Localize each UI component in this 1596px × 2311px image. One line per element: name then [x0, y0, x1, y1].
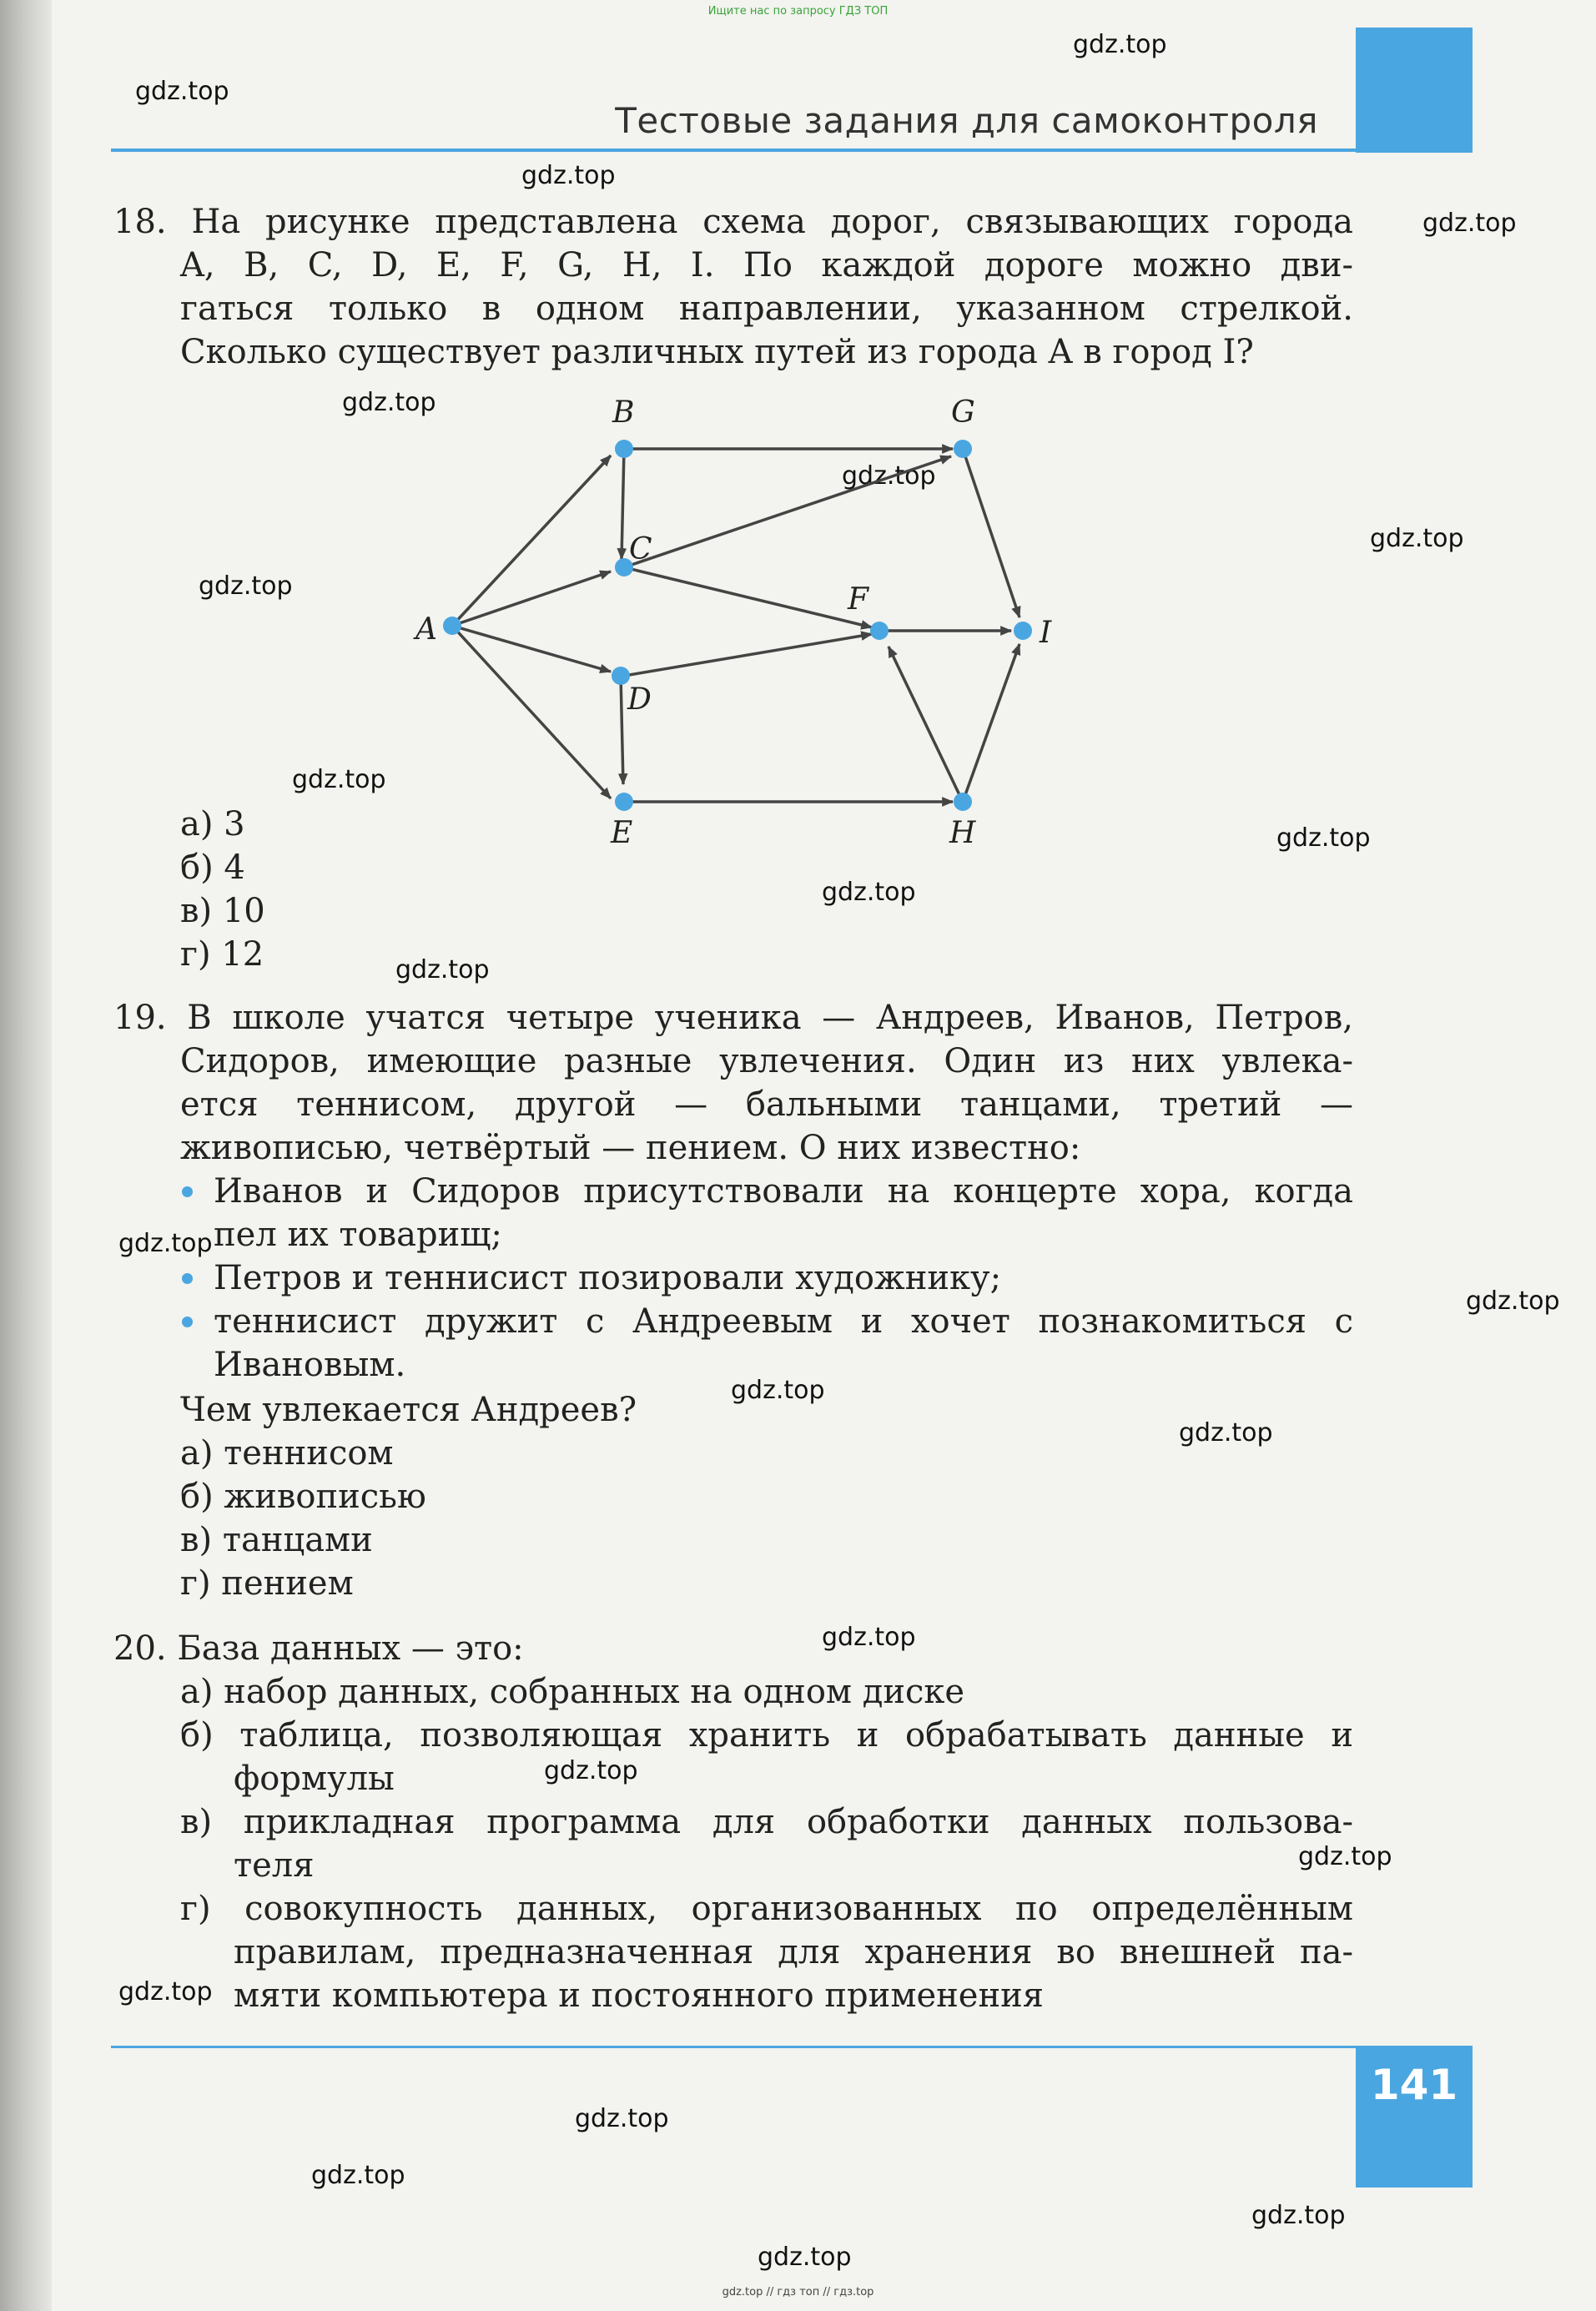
watermark: gdz.top — [118, 1977, 213, 2006]
watermark: gdz.top — [1251, 2201, 1346, 2230]
watermark: gdz.top — [758, 2243, 852, 2272]
watermark: gdz.top — [1422, 209, 1517, 238]
watermark: gdz.top — [1276, 823, 1371, 853]
edge-C-G — [624, 456, 951, 567]
node-B — [615, 440, 633, 458]
node-A — [443, 617, 461, 635]
fact-line: Петров и теннисист позировали художнику; — [214, 1259, 1002, 1297]
edge-D-F — [624, 634, 872, 676]
edge-A-B — [452, 456, 611, 626]
q20-option-g-last — [234, 1974, 1353, 2017]
edge-A-D — [452, 626, 611, 672]
question-18-text — [113, 200, 1353, 244]
edge-A-E — [452, 626, 611, 798]
node-H — [954, 793, 972, 811]
fact-line: пел их товарищ; — [214, 1216, 502, 1254]
watermark: gdz.top — [575, 2104, 669, 2133]
question-18-line: A, B, C, D, E, F, G, H, I. По каждой дороге можно дви- — [180, 246, 1353, 284]
edge-D-E — [621, 676, 623, 784]
answer-option: а) теннисом — [180, 1434, 394, 1473]
node-label-F: F — [848, 582, 868, 617]
node-label-C: C — [629, 532, 652, 566]
node-label-H: H — [949, 816, 976, 850]
answer-option-line: теля — [234, 1846, 315, 1885]
watermark: gdz.top — [1179, 1418, 1273, 1448]
question-18-options — [180, 803, 514, 976]
node-label-G: G — [951, 395, 975, 430]
watermark: gdz.top — [544, 1756, 638, 1785]
node-label-B: B — [612, 395, 635, 430]
answer-option: г) 12 — [180, 935, 264, 974]
page-number: 141 — [1370, 2061, 1458, 2109]
question-19-line: живописью, четвёртый — пением. О них известно: — [180, 1129, 1081, 1167]
bullet-marker — [182, 1317, 193, 1327]
answer-option: в) прикладная программа для обработки данных пользова- — [180, 1803, 1353, 1841]
fact-2 — [214, 1256, 1353, 1300]
q20-option-v-cont — [234, 1844, 1353, 1887]
question-19-prompt: Чем увлекается Андреев? — [180, 1391, 637, 1429]
q20-option-g-cont — [234, 1931, 1353, 1974]
edge-G-I — [963, 449, 1020, 617]
watermark: gdz.top — [842, 461, 936, 491]
book-binding-shadow — [0, 0, 52, 2311]
answer-option: б) таблица, позволяющая хранить и обрабатывать данные и — [180, 1716, 1353, 1755]
fact-1 — [214, 1170, 1353, 1213]
node-label-A: A — [415, 612, 437, 647]
watermark: gdz.top — [395, 955, 490, 984]
fact-line: Ивановым. — [214, 1346, 406, 1384]
watermark: gdz.top — [822, 878, 916, 907]
question-18-text-last — [180, 330, 1353, 374]
fact-3-cont — [214, 1343, 1353, 1387]
question-19-line: ется теннисом, другой — бальными танцами, третий — — [180, 1085, 1353, 1124]
watermark: gdz.top — [135, 77, 229, 106]
question-18-text-cont — [180, 244, 1353, 330]
answer-option: в) танцами — [180, 1521, 373, 1559]
question-19-text-cont — [180, 1040, 1353, 1126]
bullet-marker — [182, 1186, 193, 1197]
edge-C-F — [624, 567, 872, 627]
q20-option-g — [180, 1887, 1353, 1931]
question-19-line: Сидоров, имеющие разные увлечения. Один из них увлека- — [180, 1042, 1353, 1080]
edge-B-C — [622, 449, 624, 559]
road-graph-diagram — [392, 392, 1076, 859]
header-tab — [1356, 28, 1473, 153]
watermark: gdz.top — [1370, 524, 1464, 553]
watermark: gdz.top — [1466, 1286, 1560, 1316]
watermark: gdz.top — [199, 571, 293, 601]
node-label-E: E — [611, 816, 633, 850]
node-label-I: I — [1040, 616, 1052, 650]
watermark: gdz.top — [311, 2161, 405, 2190]
answer-option: а) 3 — [180, 805, 245, 843]
fact-line: теннисист дружит с Андреевым и хочет познакомиться с — [214, 1302, 1353, 1341]
answer-option: б) живописью — [180, 1478, 426, 1516]
answer-option: б) 4 — [180, 848, 245, 887]
watermark: gdz.top — [292, 765, 386, 794]
answer-option: г) совокупность данных, организованных по определённым — [180, 1890, 1353, 1928]
q20-option-a — [180, 1670, 1353, 1714]
bullet-marker — [182, 1273, 193, 1284]
bottom-note: gdz.top // гдз топ // гдз.top — [722, 2286, 874, 2298]
question-19-line: 19. В школе учатся четыре ученика — Андреев, Иванов, Петров, — [113, 999, 1353, 1037]
watermark: gdz.top — [822, 1623, 916, 1652]
q20-option-b-cont — [234, 1757, 1353, 1800]
watermark: gdz.top — [1298, 1842, 1392, 1871]
question-19-text-last — [180, 1126, 1353, 1170]
page-header-title: Тестовые задания для самоконтроля — [615, 100, 1318, 141]
answer-option: г) пением — [180, 1564, 354, 1603]
q20-option-b — [180, 1714, 1353, 1757]
footer-rule — [111, 2046, 1356, 2048]
q20-option-v — [180, 1800, 1353, 1844]
question-18-line: гаться только в одном направлении, указанном стрелкой. — [180, 290, 1353, 328]
answer-option-line: формулы — [234, 1760, 395, 1798]
answer-option-line: мяти компьютера и постоянного применения — [234, 1976, 1044, 2015]
question-19-options — [180, 1432, 681, 1605]
header-rule — [111, 149, 1356, 152]
answer-option-line: правилам, предназначенная для хранения во внешней па- — [234, 1933, 1353, 1971]
fact-3 — [214, 1300, 1353, 1343]
watermark: gdz.top — [731, 1376, 825, 1405]
edge-H-I — [963, 644, 1020, 802]
answer-option: а) набор данных, собранных на одном диске — [180, 1673, 965, 1711]
fact-1-cont — [214, 1213, 1353, 1256]
node-G — [954, 440, 972, 458]
node-E — [615, 793, 633, 811]
node-label-D: D — [627, 682, 652, 717]
fact-line: Иванов и Сидоров присутствовали на концерте хора, когда — [214, 1172, 1353, 1211]
watermark: gdz.top — [1073, 30, 1167, 59]
question-18-line: Сколько существует различных путей из города A в город I? — [180, 333, 1254, 371]
node-F — [870, 622, 889, 640]
answer-option: в) 10 — [180, 892, 265, 930]
node-I — [1014, 622, 1032, 640]
question-18-line: 18. На рисунке представлена схема дорог, связывающих города — [113, 203, 1353, 241]
question-19-text — [113, 996, 1353, 1040]
watermark: gdz.top — [521, 161, 616, 190]
question-20-title: 20. База данных — это: — [113, 1629, 524, 1668]
watermark: gdz.top — [118, 1229, 213, 1258]
edge-H-F — [889, 647, 963, 802]
top-note: Ищите нас по запросу ГДЗ ТОП — [707, 5, 889, 18]
watermark: gdz.top — [342, 388, 436, 417]
